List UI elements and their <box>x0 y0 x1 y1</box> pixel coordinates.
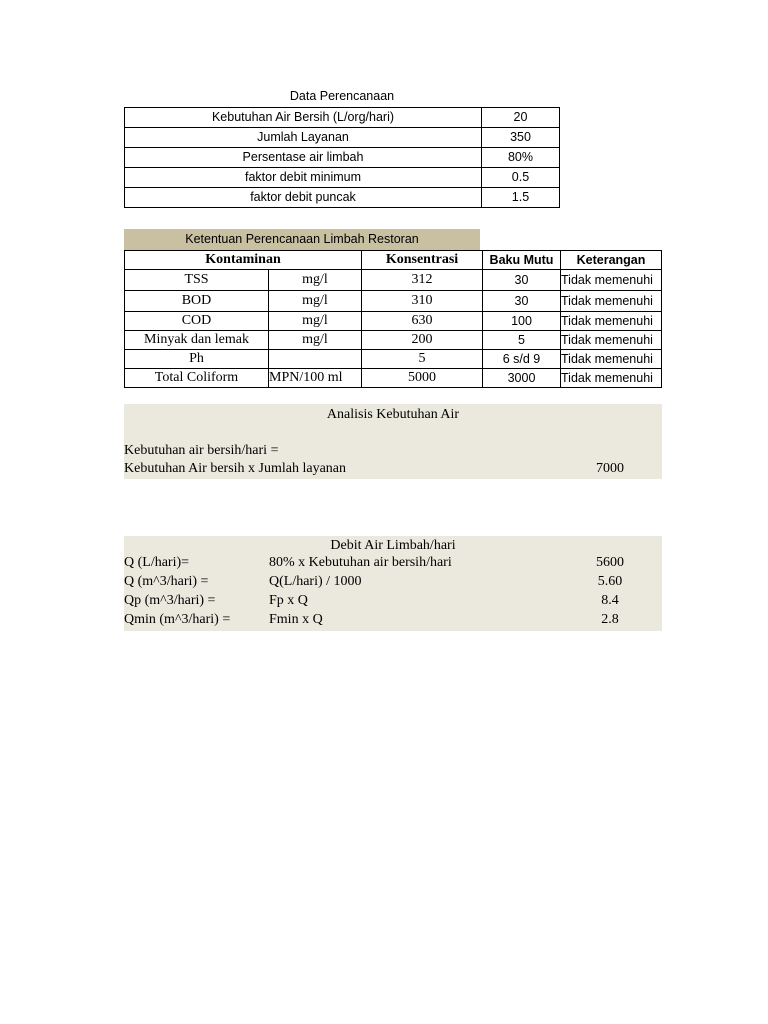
kontaminan-cell[interactable]: BOD <box>125 291 269 312</box>
table-row <box>125 128 560 148</box>
analisis-line-2[interactable]: Kebutuhan Air bersih x Jumlah layanan <box>124 461 347 476</box>
kontaminan-cell[interactable]: TSS <box>125 270 269 291</box>
baku-mutu-cell[interactable]: 6 s/d 9 <box>483 350 561 369</box>
dp-value-cell[interactable]: 1.5 <box>482 188 560 208</box>
data-perencanaan-table <box>124 107 560 208</box>
keterangan-cell[interactable]: Tidak memenuhi <box>561 312 662 331</box>
unit-cell[interactable]: MPN/100 ml <box>269 369 362 388</box>
debit-value[interactable]: 5.60 <box>597 574 623 589</box>
dp-label-cell[interactable]: Persentase air limbah <box>125 148 482 168</box>
table-row <box>125 331 662 350</box>
header-konsentrasi[interactable]: Konsentrasi <box>362 251 483 270</box>
debit-key[interactable]: Qp (m^3/hari) = <box>124 593 216 608</box>
konsentrasi-cell[interactable]: 200 <box>362 331 483 350</box>
analisis-title[interactable]: Analisis Kebutuhan Air <box>326 407 460 422</box>
debit-value[interactable]: 5600 <box>596 555 624 570</box>
dp-label-cell[interactable]: Jumlah Layanan <box>125 128 482 148</box>
konsentrasi-cell[interactable]: 630 <box>362 312 483 331</box>
kontaminan-cell[interactable]: Minyak dan lemak <box>125 331 269 350</box>
unit-cell[interactable]: mg/l <box>269 331 362 350</box>
dp-value-cell[interactable]: 80% <box>482 148 560 168</box>
keterangan-cell[interactable]: Tidak memenuhi <box>561 291 662 312</box>
debit-title[interactable]: Debit Air Limbah/hari <box>330 538 456 553</box>
keterangan-cell[interactable]: Tidak memenuhi <box>561 331 662 350</box>
unit-cell[interactable]: mg/l <box>269 312 362 331</box>
baku-mutu-cell[interactable]: 3000 <box>483 369 561 388</box>
kontaminan-cell[interactable]: Ph <box>125 350 269 369</box>
unit-cell[interactable] <box>269 350 362 369</box>
debit-key[interactable]: Qmin (m^3/hari) = <box>124 612 231 627</box>
dp-value-cell[interactable]: 350 <box>482 128 560 148</box>
dp-value-cell[interactable]: 0.5 <box>482 168 560 188</box>
unit-cell[interactable]: mg/l <box>269 291 362 312</box>
table-row <box>125 108 560 128</box>
ketentuan-table <box>124 250 662 388</box>
dp-label-cell[interactable]: faktor debit minimum <box>125 168 482 188</box>
table-row <box>125 350 662 369</box>
debit-row <box>124 593 662 612</box>
kontaminan-cell[interactable]: Total Coliform <box>125 369 269 388</box>
analisis-section <box>124 404 662 479</box>
table-row <box>125 188 560 208</box>
header-baku-mutu[interactable]: Baku Mutu <box>483 251 561 270</box>
analisis-line-1[interactable]: Kebutuhan air bersih/hari = <box>124 443 279 458</box>
table-row <box>125 148 560 168</box>
konsentrasi-cell[interactable]: 5000 <box>362 369 483 388</box>
table-row <box>125 168 560 188</box>
ketentuan-title[interactable]: Ketentuan Perencanaan Limbah Restoran <box>124 229 480 250</box>
konsentrasi-cell[interactable]: 5 <box>362 350 483 369</box>
baku-mutu-cell[interactable]: 30 <box>483 270 561 291</box>
debit-value[interactable]: 2.8 <box>601 612 619 627</box>
debit-row <box>124 555 662 574</box>
debit-formula[interactable]: 80% x Kebutuhan air bersih/hari <box>269 555 452 570</box>
analisis-value[interactable]: 7000 <box>596 461 624 476</box>
baku-mutu-cell[interactable]: 5 <box>483 331 561 350</box>
table-row <box>125 270 662 291</box>
table-row <box>125 312 662 331</box>
header-keterangan[interactable]: Keterangan <box>561 251 662 270</box>
debit-row <box>124 612 662 631</box>
debit-formula[interactable]: Fp x Q <box>269 593 308 608</box>
keterangan-cell[interactable]: Tidak memenuhi <box>561 270 662 291</box>
dp-label-cell[interactable]: faktor debit puncak <box>125 188 482 208</box>
dp-label-cell[interactable]: Kebutuhan Air Bersih (L/org/hari) <box>125 108 482 128</box>
debit-value[interactable]: 8.4 <box>601 593 619 608</box>
baku-mutu-cell[interactable]: 30 <box>483 291 561 312</box>
header-kontaminan[interactable]: Kontaminan <box>125 251 362 270</box>
data-perencanaan-title: Data Perencanaan <box>289 89 395 103</box>
debit-key[interactable]: Q (m^3/hari) = <box>124 574 209 589</box>
debit-key[interactable]: Q (L/hari)= <box>124 555 190 570</box>
debit-formula[interactable]: Q(L/hari) / 1000 <box>269 574 362 589</box>
konsentrasi-cell[interactable]: 312 <box>362 270 483 291</box>
konsentrasi-cell[interactable]: 310 <box>362 291 483 312</box>
table-row <box>125 369 662 388</box>
baku-mutu-cell[interactable]: 100 <box>483 312 561 331</box>
debit-section <box>124 536 662 631</box>
table-row <box>125 291 662 312</box>
kontaminan-cell[interactable]: COD <box>125 312 269 331</box>
debit-formula[interactable]: Fmin x Q <box>269 612 323 627</box>
debit-row <box>124 574 662 593</box>
dp-value-cell[interactable]: 20 <box>482 108 560 128</box>
keterangan-cell[interactable]: Tidak memenuhi <box>561 369 662 388</box>
keterangan-cell[interactable]: Tidak memenuhi <box>561 350 662 369</box>
table-header-row <box>125 251 662 270</box>
unit-cell[interactable]: mg/l <box>269 270 362 291</box>
